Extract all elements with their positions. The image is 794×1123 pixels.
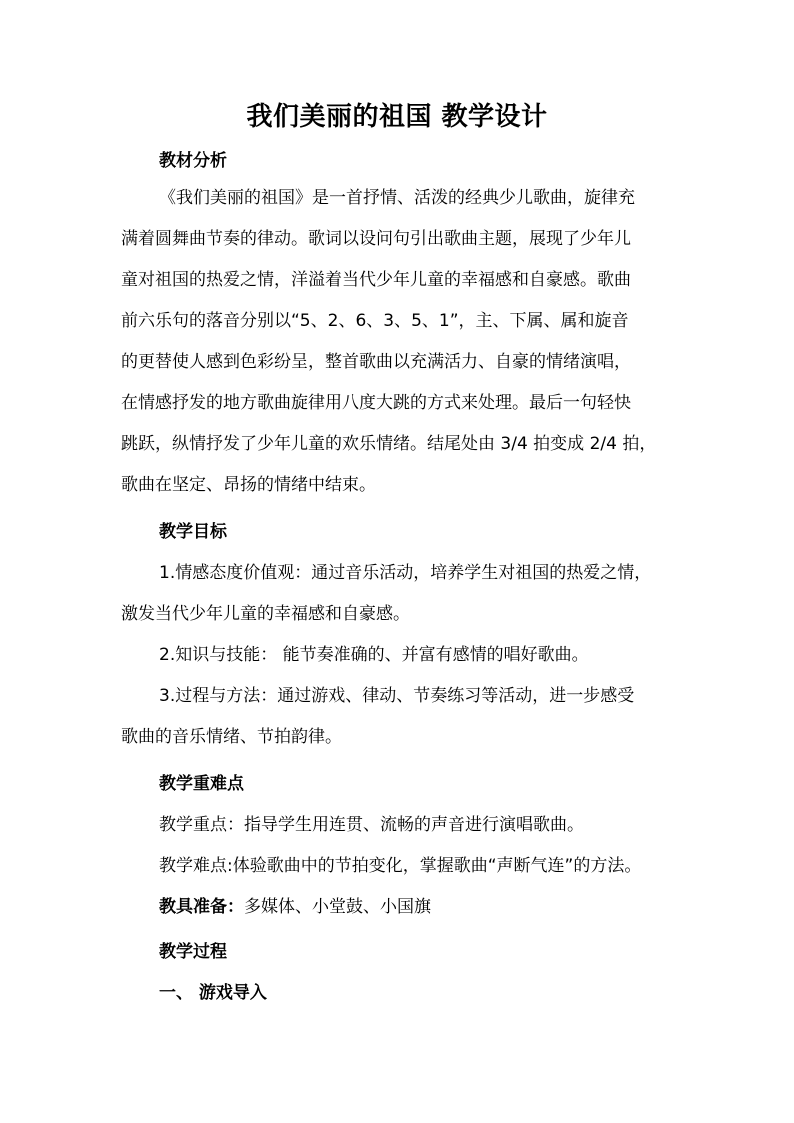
- goal-line: 1.情感态度价值观：通过音乐活动，培养学生对祖国的热爱之情，: [159, 563, 652, 583]
- materials-line: [159, 895, 681, 919]
- goal-line: 3.过程与方法：通过游戏、律动、节奏练习等活动，进一步感受: [159, 686, 635, 706]
- materials-value: 多媒体、小堂鼓、小国旗: [244, 897, 431, 917]
- section-heading-teaching-process: 教学过程: [159, 942, 227, 962]
- paragraph-line: 跳跃，纵情抒发了少年儿童的欢乐情绪。结尾处由 3/4 拍变成 2/4 拍，: [121, 434, 657, 454]
- paragraph-line: 童对祖国的热爱之情，洋溢着当代少年儿童的幸福感和自豪感。歌曲: [121, 270, 631, 290]
- paragraph-line: 歌曲在坚定、昂扬的情绪中结束。: [121, 475, 376, 495]
- materials-label: 教具准备：: [159, 897, 244, 917]
- paragraph-line: 在情感抒发的地方歌曲旋律用八度大跳的方式来处理。最后一句轻快: [121, 393, 631, 413]
- goal-line: 2.知识与技能： 能节奏准确的、并富有感情的唱好歌曲。: [159, 645, 589, 665]
- section-heading-key-difficult-points: 教学重难点: [159, 774, 244, 794]
- paragraph-line: 《我们美丽的祖国》是一首抒情、活泼的经典少儿歌曲，旋律充: [159, 188, 635, 208]
- paragraph-line: 的更替使人感到色彩纷呈，整首歌曲以充满活力、自豪的情绪演唱，: [121, 352, 631, 372]
- section-heading-material-analysis: 教材分析: [159, 151, 227, 171]
- teaching-step-game-introduction: 一、 游戏导入: [159, 983, 267, 1003]
- document-title: 我们美丽的祖国 教学设计: [246, 102, 548, 132]
- paragraph-line: 满着圆舞曲节奏的律动。歌词以设问句引出歌曲主题，展现了少年儿: [121, 229, 631, 249]
- goal-line: 激发当代少年儿童的幸福感和自豪感。: [121, 604, 410, 624]
- key-point-line: 教学重点：指导学生用连贯、流畅的声音进行演唱歌曲。: [159, 815, 584, 835]
- section-heading-teaching-goals: 教学目标: [159, 522, 227, 542]
- goal-line: 歌曲的音乐情绪、节拍韵律。: [121, 727, 342, 747]
- paragraph-line: 前六乐句的落音分别以“5、2、6、3、5、1”，主、下属、属和旋音: [121, 311, 629, 331]
- difficult-point-line: 教学难点:体验歌曲中的节拍变化，掌握歌曲“声断气连”的方法。: [159, 856, 642, 876]
